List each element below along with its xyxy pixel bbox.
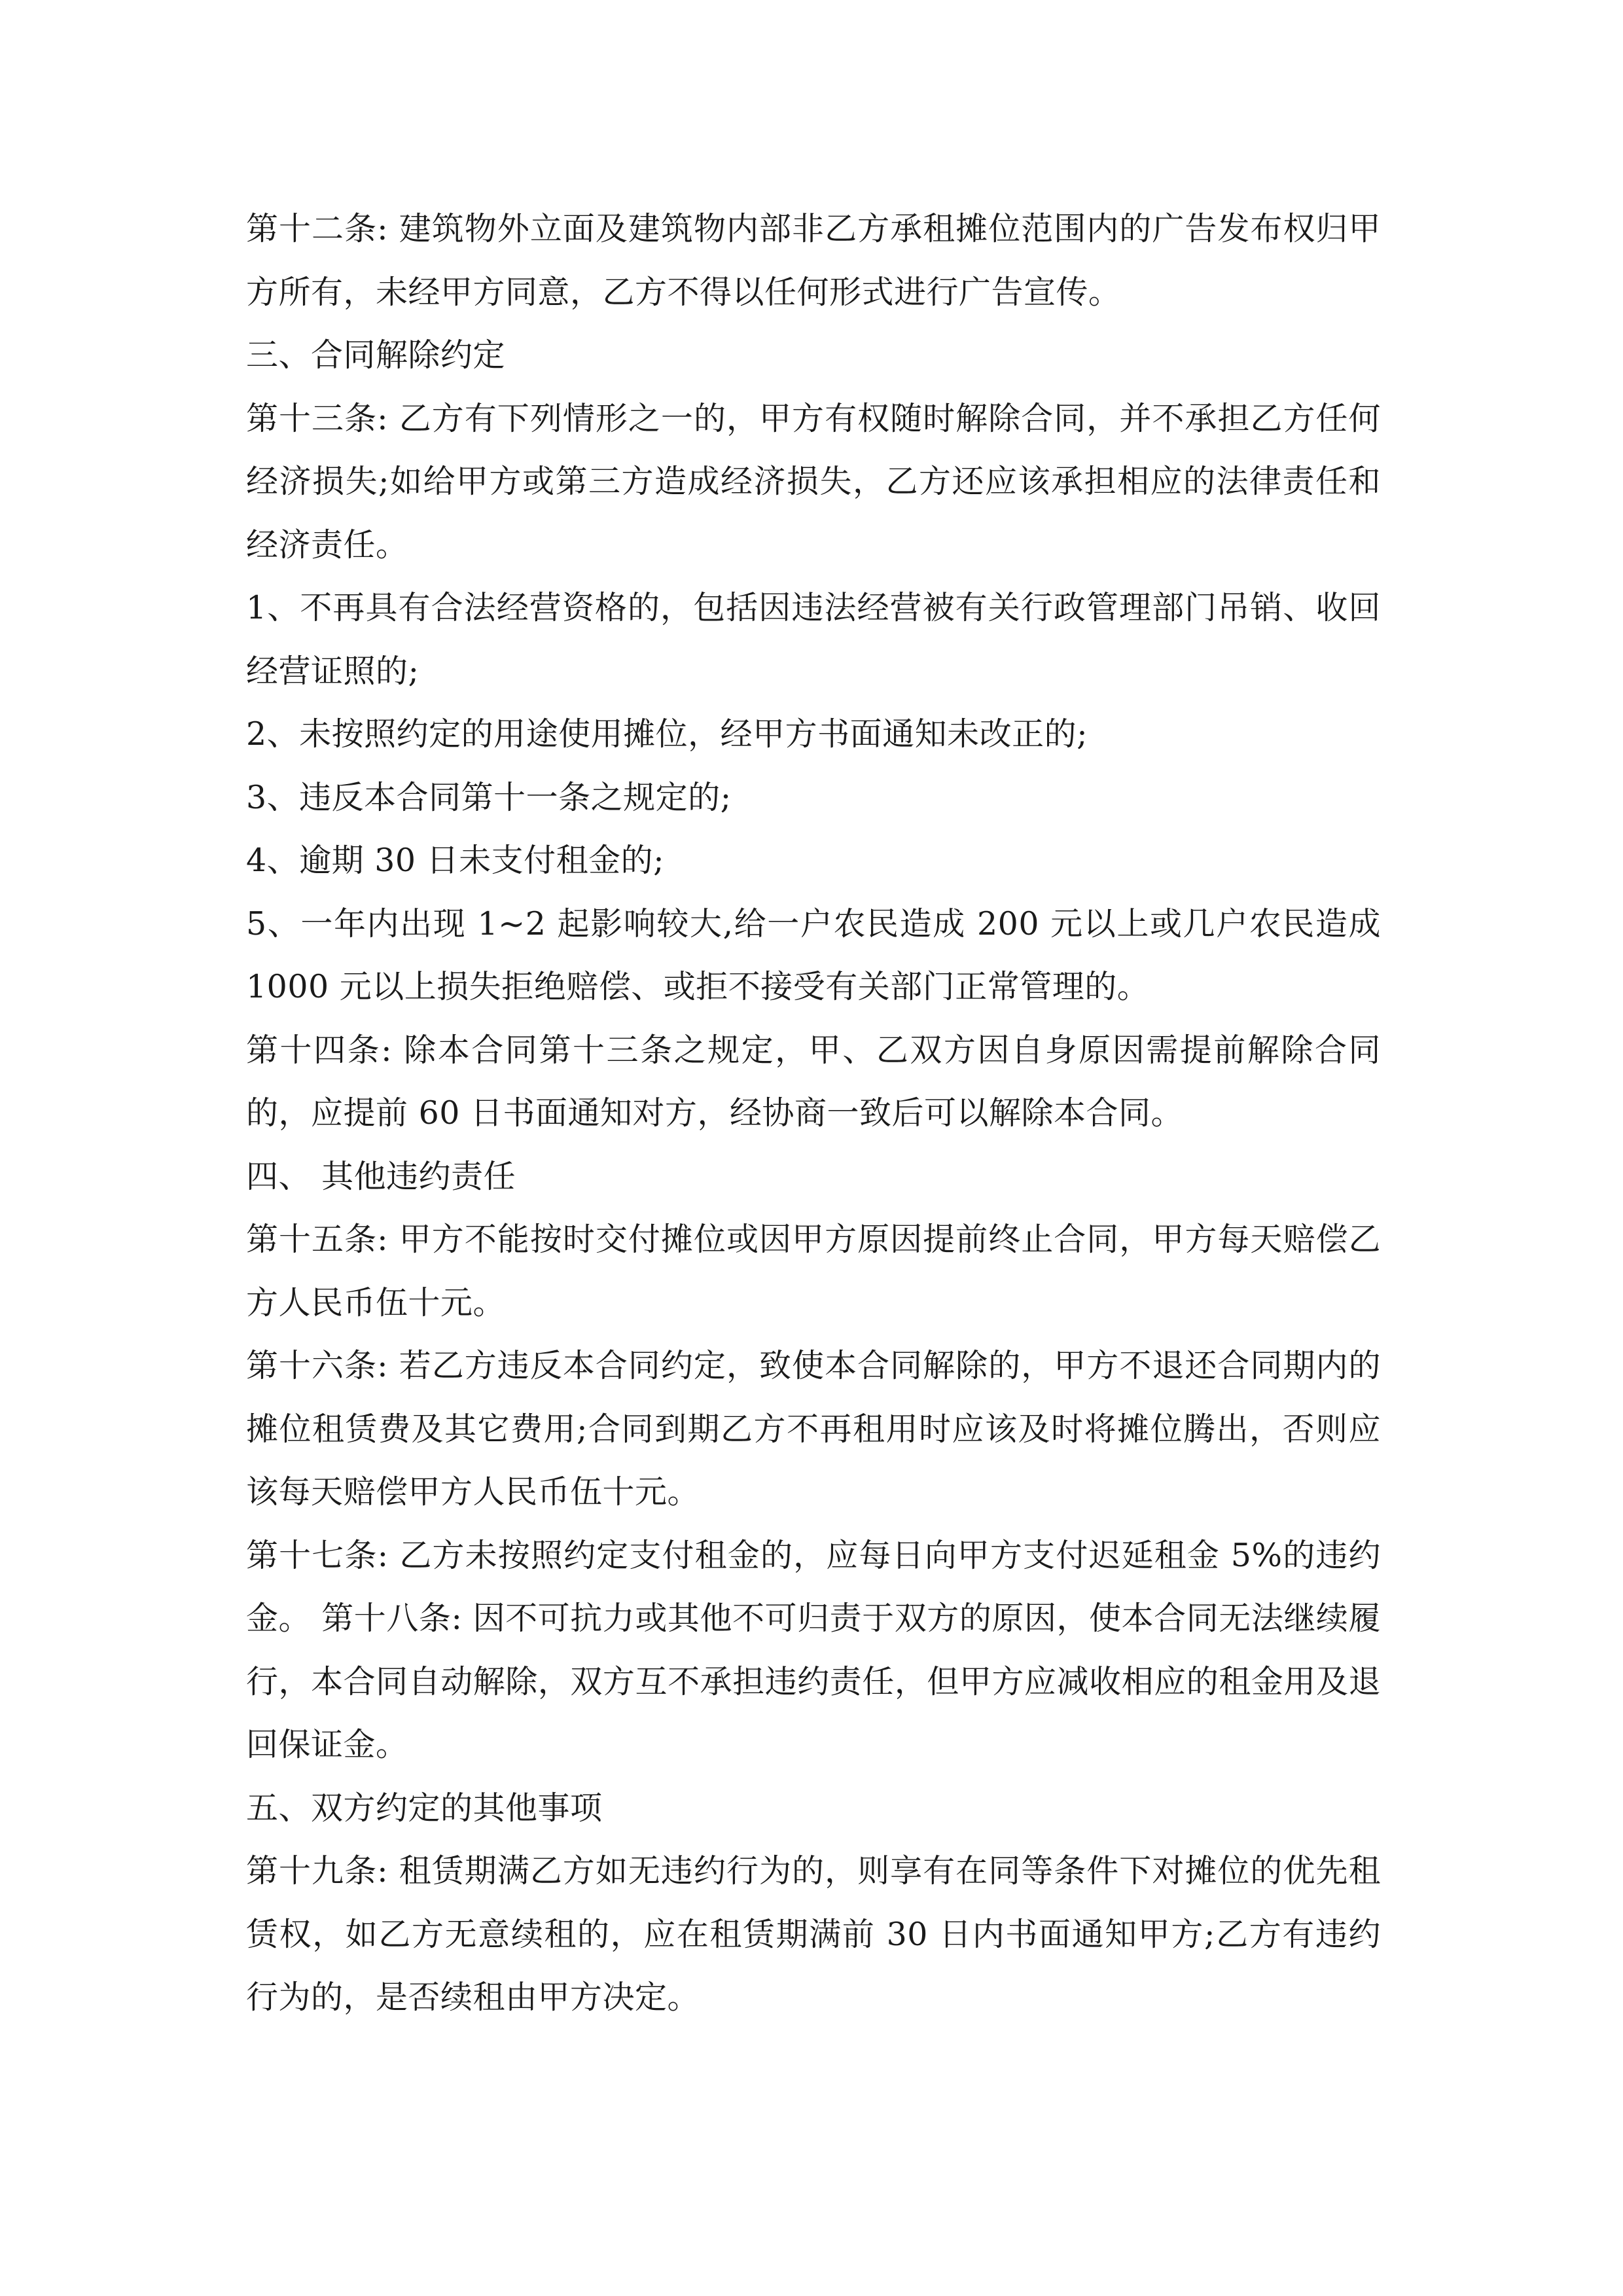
document-page [246,198,1381,2030]
section-heading-5: 五、双方约定的其他事项 [246,1789,603,1827]
section-heading-3: 三、合同解除约定 [246,336,506,374]
article-19: 第十九条: 租赁期满乙方如无违约行为的，则享有在同等条件下对摊位的优先租赁权，如乙方无意续租的，应在租赁期满前 30 日内书面通知甲方;乙方有违约行为的，是否续租由甲方决定。 [246,1852,1381,2016]
list-item-2: 2、未按照约定的用途使用摊位，经甲方书面通知未改正的; [246,715,1088,753]
article-17-18: 第十七条: 乙方未按照约定支付租金的，应每日向甲方支付迟延租金 5%的违约金。 第十八条: 因不可抗力或其他不可归责于双方的原因，使本合同无法继续履行，本合同自动解除，双方互不承担违约责任，但甲方应减收相应的租金用及退回保证金。 [246,1536,1381,1763]
section-heading-4: 四、 其他违约责任 [246,1157,516,1195]
article-12: 第十二条: 建筑物外立面及建筑物内部非乙方承租摊位范围内的广告发布权归甲方所有，未经甲方同意，乙方不得以任何形式进行广告宣传。 [246,210,1381,311]
list-item-1: 1、不再具有合法经营资格的，包括因违法经营被有关行政管理部门吊销、收回经营证照的; [246,589,1381,690]
article-14: 第十四条: 除本合同第十三条之规定，甲、乙双方因自身原因需提前解除合同的，应提前 60 日书面通知对方，经协商一致后可以解除本合同。 [246,1031,1381,1132]
list-item-5: 5、一年内出现 1~2 起影响较大,给一户农民造成 200 元以上或几户农民造成 1000 元以上损失拒绝赔偿、或拒不接受有关部门正常管理的。 [246,905,1381,1005]
list-item-3: 3、违反本合同第十一条之规定的; [246,778,732,816]
article-15: 第十五条: 甲方不能按时交付摊位或因甲方原因提前终止合同，甲方每天赔偿乙方人民币伍十元。 [246,1221,1381,1321]
article-13: 第十三条: 乙方有下列情形之一的，甲方有权随时解除合同，并不承担乙方任何经济损失;如给甲方或第三方造成经济损失，乙方还应该承担相应的法律责任和经济责任。 [246,399,1381,564]
article-16: 第十六条: 若乙方违反本合同约定，致使本合同解除的，甲方不退还合同期内的摊位租赁费及其它费用;合同到期乙方不再租用时应该及时将摊位腾出，否则应该每天赔偿甲方人民币伍十元。 [246,1347,1381,1511]
list-item-4: 4、逾期 30 日未支付租金的; [246,842,665,879]
